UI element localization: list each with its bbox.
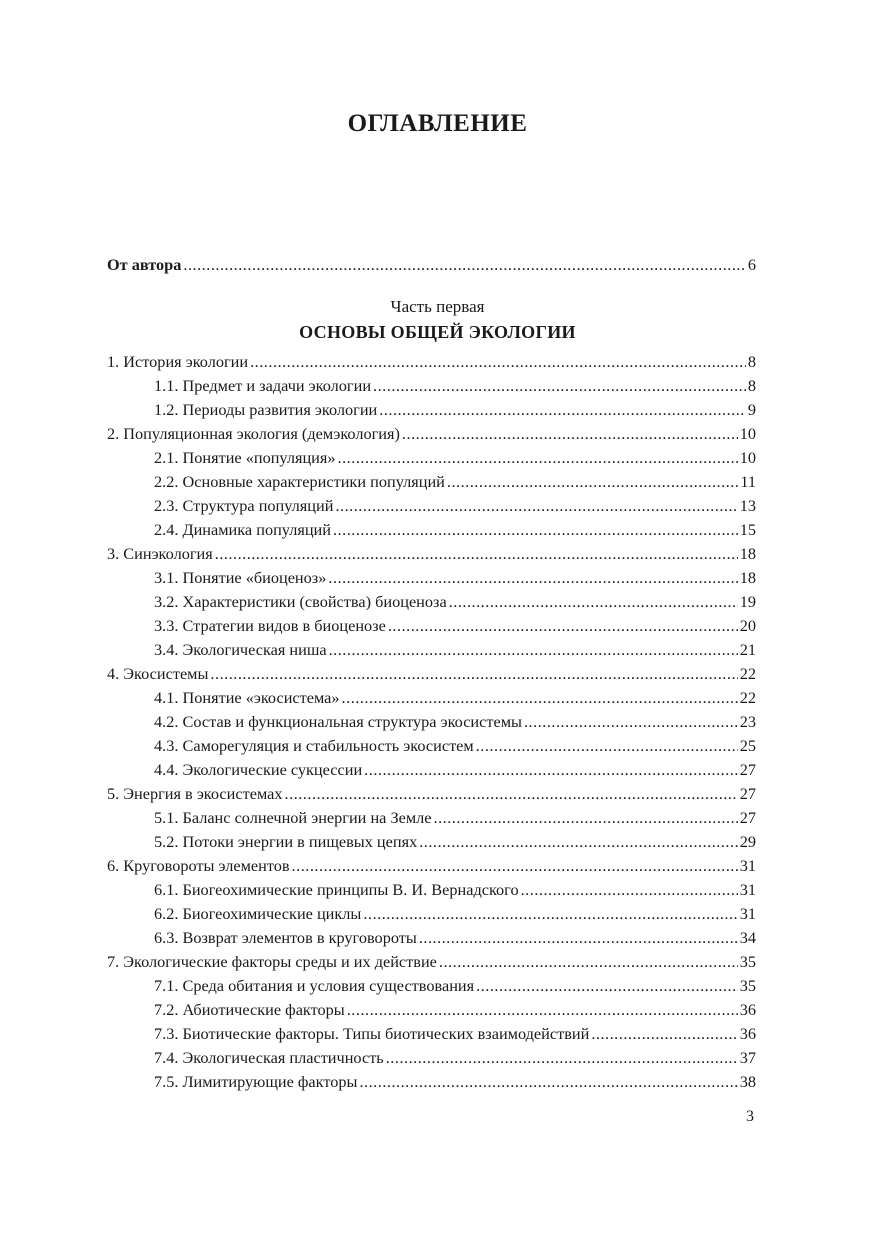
toc-entry-page: 27 xyxy=(739,808,756,827)
dot-leader xyxy=(439,952,738,972)
toc-section[interactable] xyxy=(154,592,756,612)
part-label: Часть первая xyxy=(390,297,485,316)
dot-leader xyxy=(447,472,738,492)
dot-leader xyxy=(329,640,738,660)
dot-leader xyxy=(215,544,738,564)
toc-entry-label: 4. Экосистемы xyxy=(107,664,209,683)
toc-section[interactable] xyxy=(154,496,756,516)
toc-entry-page: 10 xyxy=(739,424,756,443)
toc-entry-label: 6.1. Биогеохимические принципы В. И. Вернадского xyxy=(154,880,519,899)
toc-entry-page: 35 xyxy=(739,976,756,995)
toc-entry-page: 35 xyxy=(739,952,756,971)
dot-leader xyxy=(183,255,745,275)
dot-leader xyxy=(524,712,738,732)
toc-entry-label: 4.4. Экологические сукцессии xyxy=(154,760,363,779)
toc-section[interactable] xyxy=(154,688,756,708)
toc-entry-label: 3.3. Стратегии видов в биоценозе xyxy=(154,616,386,635)
toc-section[interactable] xyxy=(154,928,756,948)
toc-entry-page: 8 xyxy=(747,376,756,395)
toc-entry-page: 10 xyxy=(739,448,756,467)
toc-entry-label: 2.4. Динамика популяций xyxy=(154,520,331,539)
toc-entry-label: 5.2. Потоки энергии в пищевых цепях xyxy=(154,832,418,851)
toc-section[interactable] xyxy=(154,976,756,996)
dot-leader xyxy=(419,832,738,852)
toc-entry-page: 13 xyxy=(739,496,756,515)
dot-leader xyxy=(419,928,738,948)
toc-section[interactable] xyxy=(154,616,756,636)
toc-entry-label: 4.3. Саморегуляция и стабильность экосистем xyxy=(154,736,474,755)
toc-section[interactable] xyxy=(154,736,756,756)
toc-entry-page: 38 xyxy=(739,1072,756,1091)
toc-section[interactable] xyxy=(154,712,756,732)
toc-section[interactable] xyxy=(154,880,756,900)
dot-leader xyxy=(521,880,738,900)
toc-section[interactable] xyxy=(154,1048,756,1068)
toc-entry-label: 3. Синэкология xyxy=(107,544,213,563)
page-title: ОГЛАВЛЕНИЕ xyxy=(347,110,528,137)
dot-leader xyxy=(363,904,737,924)
toc-entry-page: 27 xyxy=(739,784,756,803)
toc-section[interactable] xyxy=(154,640,756,660)
toc-section[interactable] xyxy=(154,448,756,468)
toc-entry-label: 3.2. Характеристики (свойства) биоценоза xyxy=(154,592,447,611)
dot-leader xyxy=(210,664,737,684)
toc-entry-label: 6.3. Возврат элементов в круговороты xyxy=(154,928,417,947)
toc-section[interactable] xyxy=(154,832,756,852)
dot-leader xyxy=(342,688,738,708)
toc-section[interactable] xyxy=(154,808,756,828)
toc-entry-label: 4.2. Состав и функциональная структура экосистемы xyxy=(154,712,522,731)
toc-entry-label: 1. История экологии xyxy=(107,352,249,371)
toc-entry-page: 20 xyxy=(739,616,756,635)
toc-entry-label: 7. Экологические факторы среды и их действие xyxy=(107,952,437,971)
toc-entry-page: 19 xyxy=(739,592,756,611)
toc-section[interactable] xyxy=(154,1000,756,1020)
dot-leader xyxy=(388,616,738,636)
toc-entry-page: 15 xyxy=(739,520,756,539)
toc-entry-page: 11 xyxy=(740,472,756,491)
toc-entry-label: От автора xyxy=(107,255,182,274)
dot-leader xyxy=(328,568,737,588)
toc-entry-label: 1.2. Периоды развития экологии xyxy=(154,400,378,419)
dot-leader xyxy=(364,760,738,780)
toc-entry-label: 4.1. Понятие «экосистема» xyxy=(154,688,340,707)
dot-leader xyxy=(335,496,737,516)
toc-entry-label: 2.2. Основные характеристики популяций xyxy=(154,472,445,491)
toc-entry-page: 21 xyxy=(739,640,756,659)
toc-entry-label: 5.1. Баланс солнечной энергии на Земле xyxy=(154,808,432,827)
toc-entry-label: 6.2. Биогеохимические циклы xyxy=(154,904,362,923)
toc-entry-label: 7.3. Биотические факторы. Типы биотических взаимодействий xyxy=(154,1024,590,1043)
toc-entry-page: 36 xyxy=(739,1000,756,1019)
toc-entry-page: 25 xyxy=(739,736,756,755)
toc-entry-label: 3.4. Экологическая ниша xyxy=(154,640,327,659)
toc-entry-page: 27 xyxy=(739,760,756,779)
toc-entry-label: 3.1. Понятие «биоценоз» xyxy=(154,568,327,587)
toc-entry-page: 29 xyxy=(739,832,756,851)
toc-entry-label: 2. Популяционная экология (демэкология) xyxy=(107,424,400,443)
toc-section[interactable] xyxy=(154,400,756,420)
toc-entry-label: 6. Круговороты элементов xyxy=(107,856,290,875)
dot-leader xyxy=(285,784,738,804)
toc-entry-page: 22 xyxy=(739,688,756,707)
toc-entry-page: 37 xyxy=(739,1048,756,1067)
toc-entry-page: 36 xyxy=(739,1024,756,1043)
toc-section[interactable] xyxy=(154,1072,756,1092)
toc-entry-label: 7.2. Абиотические факторы xyxy=(154,1000,345,1019)
toc-section[interactable] xyxy=(154,472,756,492)
toc-entry-page: 31 xyxy=(739,856,756,875)
toc-entry-page: 31 xyxy=(739,880,756,899)
toc-entry-foreword[interactable] xyxy=(107,255,756,275)
toc-chapter[interactable] xyxy=(107,952,756,972)
toc-entry-page: 23 xyxy=(739,712,756,731)
dot-leader xyxy=(373,376,746,396)
dot-leader xyxy=(591,1024,737,1044)
dot-leader xyxy=(386,1048,738,1068)
toc-section[interactable] xyxy=(154,520,756,540)
toc-entry-label: 2.3. Структура популяций xyxy=(154,496,334,515)
toc-section[interactable] xyxy=(154,376,756,396)
toc-entry-page: 9 xyxy=(747,400,756,419)
toc-entry-page: 8 xyxy=(747,352,756,371)
dot-leader xyxy=(250,352,746,372)
toc-entry-label: 7.1. Среда обитания и условия существования xyxy=(154,976,475,995)
toc-entry-label: 2.1. Понятие «популяция» xyxy=(154,448,336,467)
dot-leader xyxy=(402,424,738,444)
dot-leader xyxy=(379,400,746,420)
toc-entry-page: 34 xyxy=(739,928,756,947)
dot-leader xyxy=(476,736,738,756)
dot-leader xyxy=(476,976,738,996)
toc-entry-page: 6 xyxy=(747,255,756,274)
toc-chapter[interactable] xyxy=(107,544,756,564)
toc-entry-label: 7.4. Экологическая пластичность xyxy=(154,1048,384,1067)
dot-leader xyxy=(449,592,738,612)
toc-section[interactable] xyxy=(154,568,756,588)
dot-leader xyxy=(292,856,738,876)
toc-section[interactable] xyxy=(154,1024,756,1044)
toc-chapter[interactable] xyxy=(107,856,756,876)
toc-entry-label: 5. Энергия в экосистемах xyxy=(107,784,283,803)
toc-entry-label: 7.5. Лимитирующие факторы xyxy=(154,1072,358,1091)
toc-entry-page: 18 xyxy=(739,544,756,563)
dot-leader xyxy=(347,1000,738,1020)
part-title: ОСНОВЫ ОБЩЕЙ ЭКОЛОГИИ xyxy=(299,322,576,342)
toc-chapter[interactable] xyxy=(107,424,756,444)
dot-leader xyxy=(359,1072,737,1092)
toc-section[interactable] xyxy=(154,760,756,780)
toc-section[interactable] xyxy=(154,904,756,924)
toc-entry-page: 18 xyxy=(739,568,756,587)
dot-leader xyxy=(333,520,738,540)
toc-entry-page: 22 xyxy=(739,664,756,683)
toc-chapter[interactable] xyxy=(107,664,756,684)
dot-leader xyxy=(338,448,738,468)
toc-entry-page: 31 xyxy=(739,904,756,923)
page-number: 3 xyxy=(746,1108,754,1125)
toc-entry-label: 1.1. Предмет и задачи экологии xyxy=(154,376,372,395)
toc-chapter[interactable] xyxy=(107,352,756,372)
toc-chapter[interactable] xyxy=(107,784,756,804)
dot-leader xyxy=(434,808,738,828)
